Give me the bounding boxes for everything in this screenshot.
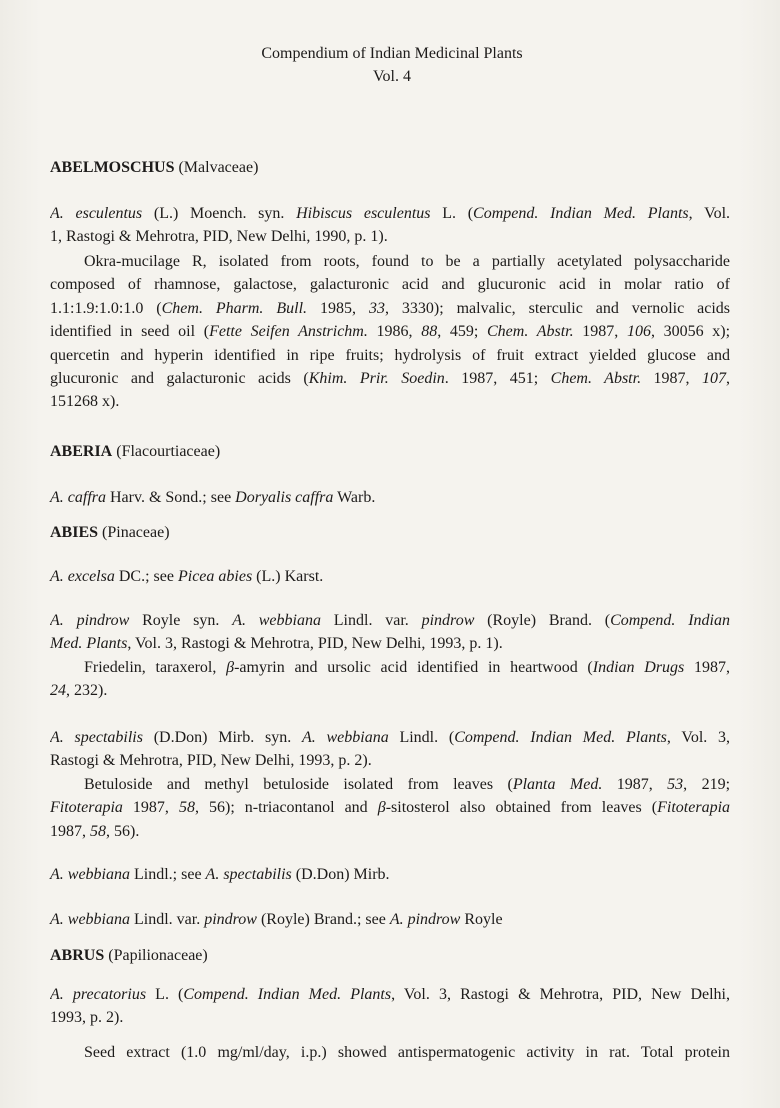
genus-name: ABERIA xyxy=(50,443,113,460)
paragraph xyxy=(50,1041,730,1064)
italic-text: Khim. Prir. Soedin xyxy=(308,369,445,387)
text-segment: Okra-mucilage R, isolated from roots, found to be a partially acetylated polysaccharide xyxy=(84,253,730,270)
paragraph xyxy=(50,250,730,414)
italic-text: A. webbiana xyxy=(50,911,130,928)
text-segment: 1987, xyxy=(50,822,90,840)
italic-text: Chem. Pharm. Bull. xyxy=(161,299,308,317)
paragraph xyxy=(50,609,730,656)
text-segment: 1, Rastogi & Mehrotra, PID, New Delhi, 1990, p. 1). xyxy=(50,228,388,246)
text-segment: Harv. & Sond.; see xyxy=(106,489,236,506)
text-segment: 1987, xyxy=(602,776,668,793)
italic-text: pindrow xyxy=(204,911,257,928)
italic-text: 53 xyxy=(667,776,684,793)
text-segment: Rastogi & Mehrotra, PID, New Delhi, 1993, p. 2). xyxy=(50,752,372,770)
italic-text: A. precatorius xyxy=(50,986,147,1003)
text-line xyxy=(50,983,730,1006)
italic-text: A. webbiana xyxy=(301,729,389,746)
genus-name: ABIES xyxy=(50,524,99,541)
text-line xyxy=(50,1006,730,1029)
text-line xyxy=(50,1041,730,1064)
italic-text: A. pindrow xyxy=(389,911,461,928)
italic-text: Compend. Indian Med. Plants xyxy=(183,986,392,1003)
text-line xyxy=(50,367,730,390)
text-segment: , 56). xyxy=(106,822,140,840)
volume-label: Vol. 4 xyxy=(373,68,411,85)
text-line xyxy=(50,156,730,179)
italic-text: Hibiscus esculentus xyxy=(296,205,431,222)
text-line xyxy=(50,632,730,655)
italic-text: Compend. Indian Med. Plants xyxy=(454,729,667,746)
text-segment: , 459; xyxy=(437,323,487,341)
paragraph xyxy=(50,486,730,509)
text-segment: , Vol. 3, Rastogi & Mehrotra, PID, New Delhi, 1993, p. 1). xyxy=(127,635,503,653)
italic-text: β xyxy=(226,659,235,676)
text-segment: . 1987, 451; xyxy=(444,369,551,387)
text-segment: (Flacourtiaceae) xyxy=(112,443,221,460)
italic-text: 24 xyxy=(50,682,66,700)
text-segment: (L.) Karst. xyxy=(252,568,324,585)
paragraph xyxy=(50,565,730,588)
italic-text: Chem. Abstr. xyxy=(486,323,574,341)
text-line xyxy=(50,320,730,343)
text-segment: L. ( xyxy=(146,986,184,1003)
italic-text: 33 xyxy=(368,299,385,317)
italic-text: 58 xyxy=(178,799,195,817)
text-line xyxy=(50,679,730,702)
text-segment: , 232). xyxy=(66,682,108,700)
italic-text: Fette Seifen Anstrichm. xyxy=(209,323,368,341)
text-segment: (L.) Moench. syn. xyxy=(142,205,297,222)
text-line xyxy=(50,796,730,819)
text-segment: -sitosterol also obtained from leaves ( xyxy=(385,799,658,817)
text-segment: Lindl. ( xyxy=(388,729,455,746)
text-segment: 1987, xyxy=(641,369,703,387)
text-segment: Warb. xyxy=(333,489,376,506)
text-segment: , 3330); malvalic, sterculic and vernolic acids xyxy=(384,299,730,317)
text-line xyxy=(50,202,730,225)
italic-text: Fitoterapia xyxy=(50,799,123,817)
text-segment: (Pinaceae) xyxy=(98,524,170,541)
text-line xyxy=(50,565,730,588)
text-line xyxy=(50,521,730,544)
text-line xyxy=(50,609,730,632)
genus-heading xyxy=(50,944,730,967)
text-line xyxy=(50,863,730,886)
text-segment: Seed extract (1.0 mg/ml/day, i.p.) showed antispermatogenic activity in rat. Total protein xyxy=(84,1044,730,1061)
italic-text: 58 xyxy=(90,822,106,840)
text-segment: identified in seed oil ( xyxy=(50,323,210,341)
text-line xyxy=(50,297,730,320)
paragraph xyxy=(50,983,730,1030)
genus-heading xyxy=(50,521,730,544)
italic-text: A. excelsa xyxy=(50,568,115,585)
text-segment: , xyxy=(726,369,730,387)
genus-heading xyxy=(50,440,730,463)
italic-text: 106 xyxy=(626,323,651,341)
italic-text: Indian Drugs xyxy=(592,659,685,676)
italic-text: Doryalis caffra xyxy=(235,489,334,506)
text-segment: Royle syn. xyxy=(129,612,233,629)
genus-name: ABELMOSCHUS xyxy=(50,159,175,176)
italic-text: A. caffra xyxy=(50,489,106,506)
text-segment: Royle xyxy=(460,911,503,928)
text-line xyxy=(50,440,730,463)
paragraph xyxy=(50,726,730,773)
text-segment: 1987, xyxy=(122,799,179,817)
text-segment: (Malvaceae) xyxy=(174,159,259,176)
text-segment: (Royle) Brand.; see xyxy=(256,911,390,928)
italic-text: A. spectabilis xyxy=(205,866,292,883)
italic-text: Chem. Abstr. xyxy=(550,369,642,387)
text-line xyxy=(50,273,730,296)
italic-text: Picea abies xyxy=(177,568,253,585)
italic-text: A. pindrow xyxy=(50,612,130,629)
text-line xyxy=(50,225,730,248)
paragraph xyxy=(50,202,730,249)
text-line xyxy=(50,944,730,967)
paragraph xyxy=(50,908,730,931)
text-segment: Lindl. var. xyxy=(320,612,422,629)
text-segment: , 30056 x); xyxy=(650,323,730,341)
paragraph xyxy=(50,773,730,843)
text-line xyxy=(50,486,730,509)
italic-text: 88 xyxy=(421,323,438,341)
text-segment: DC.; see xyxy=(114,568,178,585)
italic-text: A. spectabilis xyxy=(50,729,143,746)
text-segment: , 56); n-triacontanol and xyxy=(194,799,378,817)
text-segment: Betuloside and methyl betuloside isolated from leaves ( xyxy=(84,776,513,793)
text-segment: (D.Don) Mirb. xyxy=(291,866,390,883)
text-segment: Lindl. var. xyxy=(130,911,205,928)
italic-text: A. webbiana xyxy=(50,866,130,883)
text-line xyxy=(50,908,730,931)
text-segment: , Vol. xyxy=(688,205,730,222)
paragraph xyxy=(50,656,730,703)
running-title: Compendium of Indian Medicinal Plants xyxy=(261,45,523,62)
text-segment: 151268 x). xyxy=(50,393,120,411)
italic-text: Med. Plants xyxy=(50,635,128,653)
text-segment: Lindl.; see xyxy=(130,866,206,883)
text-segment: composed of rhamnose, galactose, galacturonic acid and glucuronic acid in molar ratio of xyxy=(50,276,730,294)
italic-text: Planta Med. xyxy=(512,776,603,793)
italic-text: A. esculentus xyxy=(50,205,143,222)
italic-text: β xyxy=(377,799,386,817)
genus-name: ABRUS xyxy=(50,947,105,964)
text-line xyxy=(50,749,730,772)
text-line xyxy=(50,344,730,367)
text-line xyxy=(50,820,730,843)
text-segment: 1986, xyxy=(367,323,422,341)
text-line xyxy=(50,726,730,749)
italic-text: Compend. Indian xyxy=(610,612,730,629)
text-segment: 1987, xyxy=(684,659,730,676)
text-segment: L. ( xyxy=(430,205,474,222)
text-line xyxy=(50,773,730,796)
text-segment: glucuronic and galacturonic acids ( xyxy=(50,369,309,387)
text-segment: (Royle) Brand. ( xyxy=(474,612,611,629)
text-segment: 1985, xyxy=(307,299,369,317)
text-segment: Friedelin, taraxerol, xyxy=(84,659,227,676)
text-line xyxy=(50,250,730,273)
italic-text: pindrow xyxy=(421,612,475,629)
text-segment: 1993, p. 2). xyxy=(50,1009,124,1027)
text-segment: 1987, xyxy=(573,323,627,341)
text-segment: quercetin and hyperin identified in ripe fruits; hydrolysis of fruit extract yielded glucose and xyxy=(50,346,730,364)
text-line xyxy=(50,390,730,413)
italic-text: Compend. Indian Med. Plants xyxy=(473,205,689,222)
text-line xyxy=(50,656,730,679)
text-segment: , 219; xyxy=(683,776,730,793)
genus-heading xyxy=(50,156,730,179)
italic-text: 107 xyxy=(702,369,727,387)
italic-text: Fitoterapia xyxy=(657,799,730,817)
italic-text: A. webbiana xyxy=(232,612,321,629)
text-segment: (Papilionaceae) xyxy=(104,947,208,964)
text-segment: 1.1:1.9:1.0:1.0 ( xyxy=(50,299,162,317)
text-segment: (D.Don) Mirb. syn. xyxy=(142,729,302,746)
text-segment: , Vol. 3, Rastogi & Mehrotra, PID, New Delhi, xyxy=(391,986,730,1003)
text-segment: -amyrin and ursolic acid identified in heartwood ( xyxy=(234,659,593,676)
text-segment: , Vol. 3, xyxy=(666,729,730,746)
paragraph xyxy=(50,863,730,886)
